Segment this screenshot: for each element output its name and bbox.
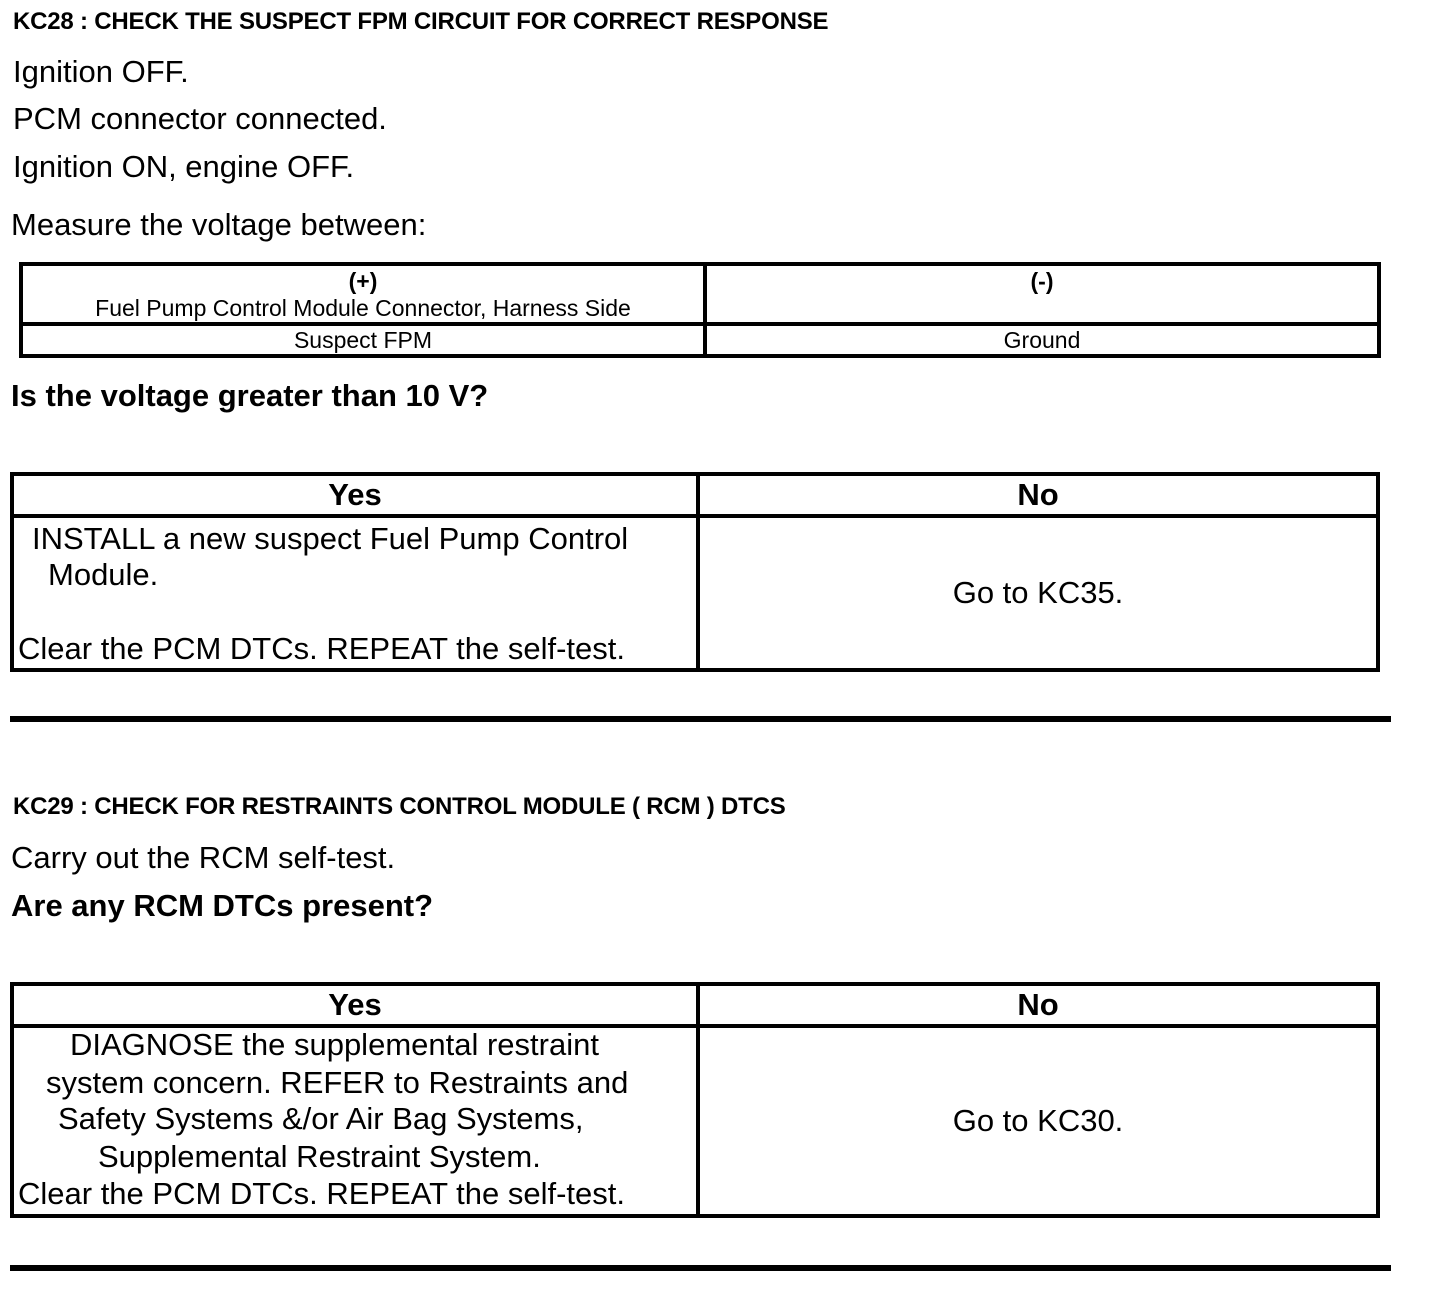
result-table-header xyxy=(12,984,1378,1026)
result-table-header xyxy=(12,474,1378,516)
measurement-table xyxy=(19,262,1381,358)
positive-lead-header xyxy=(21,264,705,324)
go-to-kc30-link[interactable]: Go to KC30. xyxy=(952,1103,1124,1138)
no-header: No xyxy=(698,984,1378,1026)
instruction-ignition-on: Ignition ON, engine OFF. xyxy=(13,149,355,184)
negative-lead-value: Ground xyxy=(705,324,1379,356)
yes-action-line: DIAGNOSE the supplemental restraint xyxy=(70,1027,599,1062)
result-table-kc29 xyxy=(10,982,1380,1218)
step-title-kc29: KC29 : CHECK FOR RESTRAINTS CONTROL MODULE ( RCM ) DTCS xyxy=(13,793,786,820)
no-action-cell xyxy=(698,516,1378,670)
instruction-pcm-connected: PCM connector connected. xyxy=(13,101,387,136)
table-row xyxy=(21,324,1379,356)
yes-action-line: Safety Systems &/or Air Bag Systems, xyxy=(58,1101,584,1136)
instruction-ignition-off: Ignition OFF. xyxy=(13,54,189,89)
yes-action-line: Module. xyxy=(48,557,159,592)
positive-polarity-label: (+) xyxy=(348,268,378,294)
section-divider xyxy=(10,1265,1391,1271)
yes-action-line: Clear the PCM DTCs. REPEAT the self-test. xyxy=(18,631,625,666)
instruction-rcm-self-test: Carry out the RCM self-test. xyxy=(11,840,396,875)
yes-header: Yes xyxy=(12,984,698,1026)
instruction-measure-voltage: Measure the voltage between: xyxy=(11,207,427,242)
section-divider xyxy=(10,716,1391,722)
no-action-cell xyxy=(698,1026,1378,1216)
positive-lead-description: Fuel Pump Control Module Connector, Harness Side xyxy=(95,295,631,321)
result-table-kc28 xyxy=(10,472,1380,672)
positive-lead-value: Suspect FPM xyxy=(21,324,705,356)
yes-action-line: Supplemental Restraint System. xyxy=(98,1139,541,1174)
yes-action-cell xyxy=(12,516,698,670)
measurement-table-header xyxy=(21,264,1379,324)
no-header: No xyxy=(698,474,1378,516)
question-kc28: Is the voltage greater than 10 V? xyxy=(11,378,489,413)
yes-header: Yes xyxy=(12,474,698,516)
yes-action-line: Clear the PCM DTCs. REPEAT the self-test. xyxy=(18,1176,625,1211)
yes-action-line: INSTALL a new suspect Fuel Pump Control xyxy=(32,521,629,556)
negative-polarity-label: (-) xyxy=(1030,268,1054,294)
yes-action-cell xyxy=(12,1026,698,1216)
go-to-kc35-link[interactable]: Go to KC35. xyxy=(952,575,1124,610)
step-title-kc28: KC28 : CHECK THE SUSPECT FPM CIRCUIT FOR CORRECT RESPONSE xyxy=(13,8,829,35)
table-row xyxy=(12,516,1378,670)
negative-lead-header xyxy=(705,264,1379,324)
question-kc29: Are any RCM DTCs present? xyxy=(11,888,434,923)
yes-action-line: system concern. REFER to Restraints and xyxy=(46,1065,629,1100)
table-row xyxy=(12,1026,1378,1216)
